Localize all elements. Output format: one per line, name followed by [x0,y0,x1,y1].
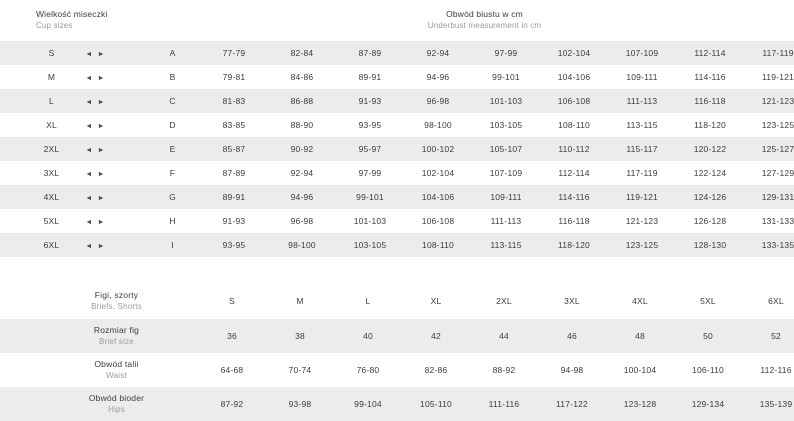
underbust-subtitle: Underbust measurement in cm [427,21,542,30]
band-size: L [0,89,68,113]
briefs-cell: 64-68 [198,353,266,387]
measure-cell: 108-110 [540,113,608,137]
arrow-right-icon[interactable]: ► [97,147,105,154]
briefs-column-header: 6XL [742,283,794,319]
measure-cell: 119-121 [608,185,676,209]
measure-cell: 133-135 [744,233,794,257]
underbust-title: Obwód biustu w cm [446,9,523,19]
briefs-column-header: 5XL [674,283,742,319]
arrow-left-icon[interactable]: ◄ [85,195,93,202]
measure-cell: 79-81 [200,65,268,89]
row-arrows[interactable] [68,161,122,185]
row-arrows[interactable] [68,65,122,89]
underbust-header [205,8,794,31]
measure-cell: 106-108 [540,89,608,113]
band-size: XL [0,113,68,137]
arrow-right-icon[interactable]: ► [97,195,105,202]
measure-cell: 93-95 [336,113,404,137]
briefs-cell: 123-128 [606,387,674,421]
cup-size: D [122,113,200,137]
table-row [0,319,794,353]
measure-cell: 121-123 [744,89,794,113]
arrow-right-icon[interactable]: ► [97,123,105,130]
briefs-cell: 36 [198,319,266,353]
measure-cell: 107-109 [472,161,540,185]
arrow-left-icon[interactable]: ◄ [85,99,93,106]
cup-size: A [122,41,200,65]
briefs-cell: 99-104 [334,387,402,421]
measure-cell: 77-79 [200,41,268,65]
measure-cell: 98-100 [268,233,336,257]
arrow-right-icon[interactable]: ► [97,51,105,58]
briefs-column-header: 4XL [606,283,674,319]
measure-cell: 95-97 [336,137,404,161]
briefs-cell: 38 [266,319,334,353]
measure-cell: 127-129 [744,161,794,185]
measure-cell: 124-126 [676,185,744,209]
arrow-right-icon[interactable]: ► [97,75,105,82]
cup-size: H [122,209,200,233]
measure-cell: 82-84 [268,41,336,65]
measure-cell: 94-96 [404,65,472,89]
measure-cell: 125-127 [744,137,794,161]
briefs-header-row [0,283,794,319]
table-row [0,209,794,233]
measure-cell: 90-92 [268,137,336,161]
briefs-cell: 42 [402,319,470,353]
row-arrows[interactable] [68,113,122,137]
measure-cell: 84-86 [268,65,336,89]
band-size: 2XL [0,137,68,161]
size-table-body [0,41,794,257]
section-divider [0,257,794,283]
briefs-cell: 88-92 [470,353,538,387]
table-row [0,233,794,257]
measure-cell: 99-101 [336,185,404,209]
table-row [0,89,794,113]
table-row [0,113,794,137]
cup-size-header [0,8,205,31]
measure-cell: 101-103 [336,209,404,233]
briefs-cell: 100-104 [606,353,674,387]
row-arrows[interactable] [68,233,122,257]
briefs-cell: 40 [334,319,402,353]
measure-cell: 94-96 [268,185,336,209]
measure-cell: 114-116 [676,65,744,89]
measure-cell: 116-118 [676,89,744,113]
cup-size: E [122,137,200,161]
table-row [0,185,794,209]
table-row [0,137,794,161]
measure-cell: 96-98 [268,209,336,233]
measure-cell: 119-121 [744,65,794,89]
measure-cell: 97-99 [472,41,540,65]
briefs-row-label-pl: Obwód bioder [88,393,145,403]
measure-cell: 97-99 [336,161,404,185]
measure-cell: 117-119 [744,41,794,65]
briefs-cell: 105-110 [402,387,470,421]
measure-cell: 92-94 [404,41,472,65]
cup-size-title: Wielkość miseczki [36,9,108,19]
measure-cell: 104-106 [540,65,608,89]
briefs-cell: 48 [606,319,674,353]
briefs-cell: 52 [742,319,794,353]
measure-cell: 106-108 [404,209,472,233]
briefs-cell: 112-116 [742,353,794,387]
cup-size: F [122,161,200,185]
briefs-column-header: M [266,283,334,319]
briefs-row-label-en: Waist [106,371,127,380]
briefs-cell: 117-122 [538,387,606,421]
measure-cell: 113-115 [608,113,676,137]
briefs-table [0,283,794,421]
arrow-left-icon[interactable]: ◄ [85,123,93,130]
measure-cell: 89-91 [336,65,404,89]
briefs-subtitle: Briefs, Shorts [91,302,142,311]
measure-cell: 81-83 [200,89,268,113]
measure-cell: 118-120 [540,233,608,257]
band-size: 3XL [0,161,68,185]
briefs-cell: 106-110 [674,353,742,387]
measure-cell: 112-114 [540,161,608,185]
cup-size: I [122,233,200,257]
measure-cell: 87-89 [200,161,268,185]
measure-cell: 128-130 [676,233,744,257]
briefs-row-label [0,319,198,353]
band-size: 4XL [0,185,68,209]
table-row [0,41,794,65]
band-size: M [0,65,68,89]
arrow-left-icon[interactable]: ◄ [85,147,93,154]
measure-cell: 96-98 [404,89,472,113]
measure-cell: 126-128 [676,209,744,233]
row-arrows[interactable] [68,209,122,233]
cup-size: C [122,89,200,113]
table-row [0,353,794,387]
arrow-right-icon[interactable]: ► [97,243,105,250]
briefs-cell: 44 [470,319,538,353]
briefs-column-header: 3XL [538,283,606,319]
measure-cell: 91-93 [200,209,268,233]
briefs-column-header: XL [402,283,470,319]
measure-cell: 85-87 [200,137,268,161]
measure-cell: 116-118 [540,209,608,233]
band-size: 6XL [0,233,68,257]
measure-cell: 83-85 [200,113,268,137]
measure-cell: 107-109 [608,41,676,65]
arrow-left-icon[interactable]: ◄ [85,51,93,58]
measure-cell: 121-123 [608,209,676,233]
briefs-cell: 46 [538,319,606,353]
arrow-left-icon[interactable]: ◄ [85,243,93,250]
measure-cell: 114-116 [540,185,608,209]
briefs-title: Figi, szorty [94,290,139,300]
briefs-cell: 135-139 [742,387,794,421]
table-row [0,387,794,421]
measure-cell: 102-104 [404,161,472,185]
measure-cell: 109-111 [608,65,676,89]
measure-cell: 103-105 [336,233,404,257]
measure-cell: 92-94 [268,161,336,185]
briefs-row-label-en: Hips [108,405,125,414]
measure-cell: 100-102 [404,137,472,161]
measure-cell: 123-125 [744,113,794,137]
measure-cell: 109-111 [472,185,540,209]
measure-cell: 129-131 [744,185,794,209]
measure-cell: 88-90 [268,113,336,137]
briefs-cell: 70-74 [266,353,334,387]
measure-cell: 98-100 [404,113,472,137]
measure-cell: 104-106 [404,185,472,209]
measure-cell: 93-95 [200,233,268,257]
measure-cell: 123-125 [608,233,676,257]
measure-cell: 108-110 [404,233,472,257]
briefs-cell: 76-80 [334,353,402,387]
chart-header [0,0,794,41]
table-row [0,65,794,89]
briefs-row-label [0,353,198,387]
measure-cell: 120-122 [676,137,744,161]
briefs-cell: 111-116 [470,387,538,421]
cup-size: G [122,185,200,209]
measure-cell: 102-104 [540,41,608,65]
measure-cell: 105-107 [472,137,540,161]
measure-cell: 131-133 [744,209,794,233]
measure-cell: 111-113 [608,89,676,113]
measure-cell: 101-103 [472,89,540,113]
briefs-column-header: S [198,283,266,319]
arrow-right-icon[interactable]: ► [97,171,105,178]
band-size: S [0,41,68,65]
briefs-row-label-pl: Obwód talii [94,359,139,369]
measure-cell: 99-101 [472,65,540,89]
measure-cell: 103-105 [472,113,540,137]
arrow-left-icon[interactable]: ◄ [85,171,93,178]
briefs-cell: 82-86 [402,353,470,387]
arrow-right-icon[interactable]: ► [97,219,105,226]
briefs-column-header: 2XL [470,283,538,319]
measure-cell: 89-91 [200,185,268,209]
briefs-table-body [0,283,794,421]
briefs-header-label [0,283,198,319]
cup-size-subtitle: Cup sizes [36,21,73,30]
briefs-row-label-pl: Rozmiar fig [93,325,140,335]
briefs-column-header: L [334,283,402,319]
cup-size: B [122,65,200,89]
briefs-cell: 50 [674,319,742,353]
briefs-row-label-en: Brief size [99,337,134,346]
row-arrows[interactable] [68,185,122,209]
measure-cell: 118-120 [676,113,744,137]
measure-cell: 86-88 [268,89,336,113]
measure-cell: 113-115 [472,233,540,257]
briefs-cell: 93-98 [266,387,334,421]
briefs-row-label [0,387,198,421]
measure-cell: 112-114 [676,41,744,65]
briefs-cell: 94-98 [538,353,606,387]
measure-cell: 117-119 [608,161,676,185]
table-row [0,161,794,185]
measure-cell: 110-112 [540,137,608,161]
measure-cell: 91-93 [336,89,404,113]
row-arrows[interactable] [68,41,122,65]
briefs-cell: 129-134 [674,387,742,421]
arrow-right-icon[interactable]: ► [97,99,105,106]
arrow-left-icon[interactable]: ◄ [85,75,93,82]
briefs-cell: 87-92 [198,387,266,421]
arrow-left-icon[interactable]: ◄ [85,219,93,226]
measure-cell: 87-89 [336,41,404,65]
measure-cell: 122-124 [676,161,744,185]
band-size: 5XL [0,209,68,233]
measure-cell: 111-113 [472,209,540,233]
row-arrows[interactable] [68,89,122,113]
size-table [0,41,794,257]
row-arrows[interactable] [68,137,122,161]
measure-cell: 115-117 [608,137,676,161]
